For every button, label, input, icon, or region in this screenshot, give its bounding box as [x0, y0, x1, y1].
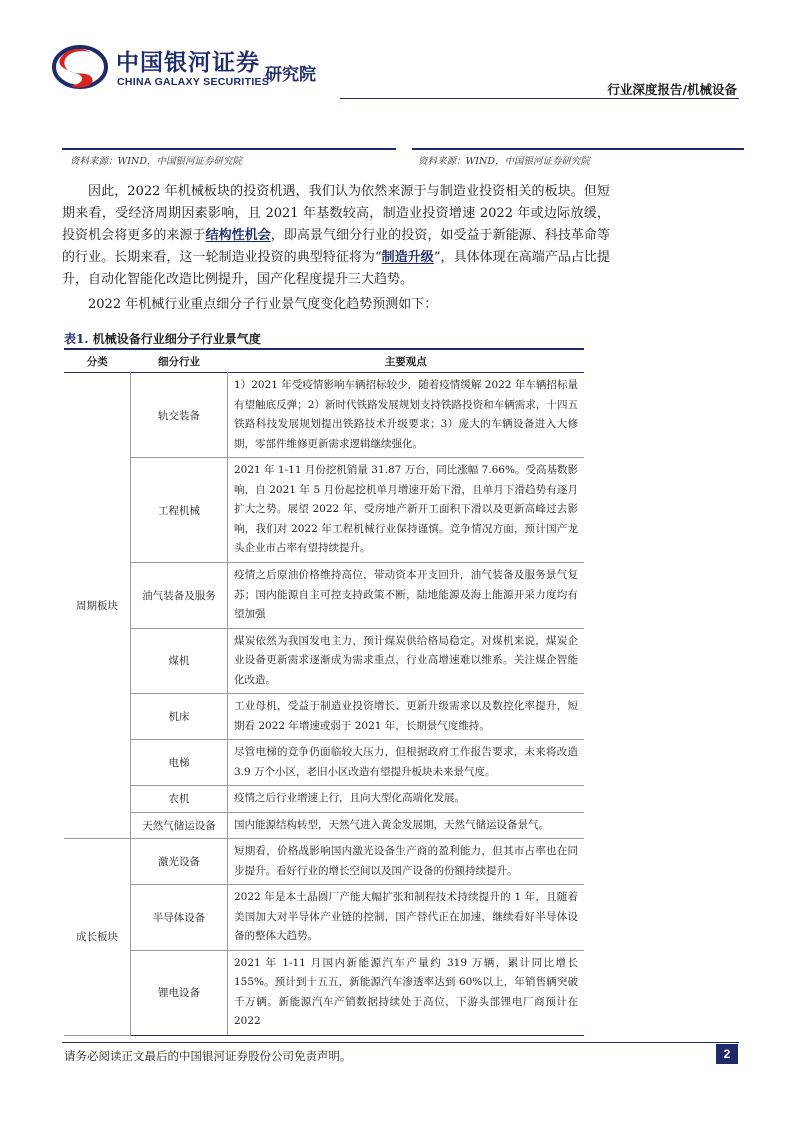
header-subsector: 细分行业	[131, 349, 228, 373]
view-cell: 工业母机，受益于制造业投资增长、更新升级需求以及数控化率提升，短期看 2022 年增速或弱于 2021 年，长期景气度维持。	[228, 694, 585, 740]
view-cell: 国内能源结构转型，天然气进入黄金发展期，天然气储运设备景气。	[228, 812, 585, 839]
view-cell: 2021 年 1-11 月份挖机销量 31.87 万台，同比涨幅 7.66%。受高基数影响，自 2021 年 5 月份起挖机单月增速开始下滑，且单月下滑趋势有逐月扩大之势。展望 2022 年，受房地产新开工面积下滑以及更新高峰过去影响，我们对 2022 年工程机械行业保持谨慎。竞争情况方面，预计国产龙头企业市占率有望持续提升。	[228, 458, 585, 563]
source-note-left: 资料来源：WIND，中国银河证券研究院	[70, 156, 242, 167]
header-divider	[340, 98, 739, 99]
subsector-cell: 煤机	[131, 628, 228, 694]
subsector-cell: 机床	[131, 694, 228, 740]
page-header	[0, 0, 793, 110]
view-cell: 1）2021 年受疫情影响车辆招标较少，随着疫情缓解 2022 年车辆招标量有望触底反弹；2）新时代铁路发展规划支持铁路投资和车辆需求，十四五铁路科技发展规划提出铁路技术升级要求；3）庞大的车辆设备进入大修期，零部件维修更新需求逻辑继续强化。	[228, 373, 585, 458]
header-view: 主要观点	[228, 349, 585, 373]
table-row	[64, 373, 584, 458]
table-row	[64, 812, 584, 839]
subsector-cell: 天然气储运设备	[131, 812, 228, 839]
subsector-cell: 轨交装备	[131, 373, 228, 458]
view-cell: 尽管电梯的竞争仍面临较大压力，但根据政府工作报告要求，未来将改造 3.9 万个小区，老旧小区改造有望提升板块未来景气度。	[228, 740, 585, 786]
view-cell: 疫情之后行业增速上行，且向大型化高端化发展。	[228, 786, 585, 813]
company-name-en: CHINA GALAXY SECURITIES	[117, 76, 270, 88]
galaxy-logo-icon	[52, 44, 108, 90]
table-row	[64, 839, 584, 885]
sector-outlook-table	[64, 348, 584, 1036]
subsector-cell: 工程机械	[131, 458, 228, 563]
subsector-cell: 半导体设备	[131, 885, 228, 951]
subsector-cell: 锂电设备	[131, 950, 228, 1035]
view-cell: 煤炭依然为我国发电主力，预计煤炭供给格局稳定。对煤机来说，煤炭企业设备更新需求逐渐成为需求重点，行业高增速难以维系。关注煤企智能化改造。	[228, 628, 585, 694]
category-cell: 周期板块	[64, 373, 131, 839]
institute-name: 研究院	[265, 65, 316, 85]
figure-bottom-rule-left	[62, 148, 396, 150]
table-row	[64, 563, 584, 629]
paragraph-text: ”，具体体现在高端产品占比提升，自动化智能化改造比例提升，国产化程度提升三大趋势。	[62, 250, 610, 287]
subsector-cell: 农机	[131, 786, 228, 813]
table-number: 表1.	[64, 332, 89, 346]
subsector-cell: 激光设备	[131, 839, 228, 885]
body-paragraph-1	[62, 181, 610, 291]
report-type: 行业深度报告/机械设备	[607, 82, 737, 97]
table-row	[64, 458, 584, 563]
view-cell: 短期看，价格战影响国内激光设备生产商的盈利能力，但其市占率也在同步提升。看好行业的增长空间以及国产设备的份额持续提升。	[228, 839, 585, 885]
view-cell: 疫情之后原油价格维持高位，带动资本开支回升，油气装备及服务景气复苏；国内能源自主可控支持政策不断，陆地能源及海上能源开采力度均有望加强	[228, 563, 585, 629]
table-title-text: 机械设备行业细分子行业景气度	[92, 332, 261, 346]
highlight-upgrade: 制造升级	[381, 250, 434, 265]
source-note-right: 资料来源：WIND，中国银河证券研究院	[418, 156, 590, 167]
table-row	[64, 885, 584, 951]
subsector-cell: 油气装备及服务	[131, 563, 228, 629]
subsector-cell: 电梯	[131, 740, 228, 786]
table-row	[64, 950, 584, 1035]
paragraph-text: ，即高景气细分行业的投资，如受益于新能源、科技革命等的行业。长期来看，这一轮制造业投资的典型特征将为“	[62, 228, 610, 265]
company-name-cn: 中国银河证券	[116, 50, 260, 76]
table-title	[64, 330, 261, 347]
table-row	[64, 740, 584, 786]
paragraph-text: 因此，2022 年机械板块的投资机遇，我们认为依然来源于与制造业投资相关的板块。但短期来看，受经济周期因素影响，且 2021 年基数较高，制造业投资增速 2022 年或边际放缓，投资机会将更多的来源于	[62, 184, 610, 243]
paragraph-text: 2022 年机械行业重点细分子行业景气度变化趋势预测如下：	[88, 297, 438, 312]
disclaimer-note: 请务必阅读正文最后的中国银河证券股份公司免责声明。	[64, 1049, 352, 1063]
view-cell: 2021 年 1-11 月国内新能源汽车产量约 319 万辆，累计同比增长 155%。预计到十五五，新能源汽车渗透率达到 60%以上，年销售辆突破千万辆。新能源汽车产销数据持续处于高位，下游头部锂电厂商预计在 2022	[228, 950, 585, 1035]
header-category: 分类	[64, 349, 131, 373]
category-cell: 成长板块	[64, 839, 131, 1036]
highlight-structural: 结构性机会	[205, 228, 271, 243]
body-paragraph-2	[62, 294, 610, 316]
table-row	[64, 694, 584, 740]
table-header-row	[64, 349, 584, 373]
table-row	[64, 628, 584, 694]
page-number: 2	[716, 1044, 738, 1064]
footer-divider	[62, 1042, 739, 1043]
figure-bottom-rule-right	[412, 148, 744, 150]
table-row	[64, 786, 584, 813]
view-cell: 2022 年是本土晶圆厂产能大幅扩张和制程技术持续提升的 1 年，且随着美国加大对半导体产业链的控制，国产替代正在加速，继续看好半导体设备的整体大趋势。	[228, 885, 585, 951]
